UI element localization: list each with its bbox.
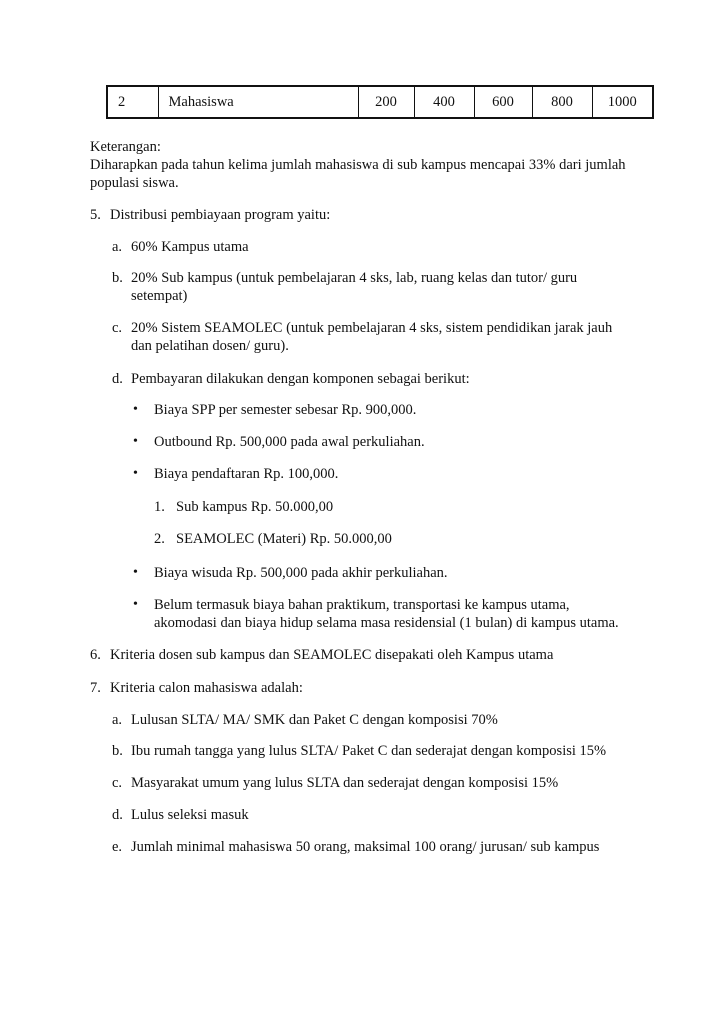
list-letter: c. xyxy=(112,320,123,336)
sub-list-text: SEAMOLEC (Materi) Rp. 50.000,00 xyxy=(176,531,392,547)
bullet-icon: • xyxy=(133,434,138,449)
note-heading: Keterangan: xyxy=(90,139,161,155)
bullet-text: Outbound Rp. 500,000 pada awal perkuliahan. xyxy=(154,434,425,450)
table-cell-no: 2 xyxy=(107,86,158,118)
list-item-text: Masyarakat umum yang lulus SLTA dan sederajat dengan komposisi 15% xyxy=(131,775,559,791)
list-number: 5. xyxy=(90,207,101,223)
bullet-text: Belum termasuk biaya bahan praktikum, transportasi ke kampus utama, xyxy=(154,597,570,613)
list-item-text: Lulus seleksi masuk xyxy=(131,807,249,823)
student-projection-table xyxy=(106,85,654,119)
list-letter: d. xyxy=(112,371,123,387)
list-item-text: dan pelatihan dosen/ guru). xyxy=(131,338,289,354)
sub-list-text: Sub kampus Rp. 50.000,00 xyxy=(176,499,334,515)
list-number: 6. xyxy=(90,647,101,663)
bullet-icon: • xyxy=(133,466,138,481)
list-item-text: Ibu rumah tangga yang lulus SLTA/ Paket C dan sederajat dengan komposisi 15% xyxy=(131,743,607,759)
table-cell-category: Mahasiswa xyxy=(158,86,358,118)
list-item-text: Pembayaran dilakukan dengan komponen sebagai berikut: xyxy=(131,371,470,387)
list-item-text: 20% Sub kampus (untuk pembelajaran 4 sks, lab, ruang kelas dan tutor/ guru xyxy=(131,270,578,286)
list-letter: e. xyxy=(112,839,123,855)
list-letter: b. xyxy=(112,743,123,759)
table-cell-year1: 200 xyxy=(358,86,414,118)
list-item-text: Jumlah minimal mahasiswa 50 orang, maksimal 100 orang/ jurusan/ sub kampus xyxy=(131,839,600,855)
list-letter: c. xyxy=(112,775,123,791)
table-cell-year2: 400 xyxy=(414,86,474,118)
list-item-text: Kriteria dosen sub kampus dan SEAMOLEC disepakati oleh Kampus utama xyxy=(110,647,554,663)
list-item-text: Distribusi pembiayaan program yaitu: xyxy=(110,207,331,223)
bullet-text: Biaya wisuda Rp. 500,000 pada akhir perkuliahan. xyxy=(154,565,448,581)
sub-list-number: 2. xyxy=(154,531,165,547)
bullet-icon: • xyxy=(133,565,138,580)
list-item-text: 60% Kampus utama xyxy=(131,239,249,255)
list-item-text: setempat) xyxy=(131,288,188,304)
bullet-icon: • xyxy=(133,597,138,612)
bullet-text: akomodasi dan biaya hidup selama masa residensial (1 bulan) di kampus utama. xyxy=(154,615,619,631)
list-letter: b. xyxy=(112,270,123,286)
list-number: 7. xyxy=(90,680,101,696)
table-cell-year4: 800 xyxy=(532,86,592,118)
list-item-text: 20% Sistem SEAMOLEC (untuk pembelajaran 4 sks, sistem pendidikan jarak jauh xyxy=(131,320,613,336)
bullet-text: Biaya SPP per semester sebesar Rp. 900,000. xyxy=(154,402,417,418)
list-letter: a. xyxy=(112,239,123,255)
note-line: Diharapkan pada tahun kelima jumlah mahasiswa di sub kampus mencapai 33% dari jumlah xyxy=(90,157,626,173)
bullet-icon: • xyxy=(133,402,138,417)
list-item-text: Lulusan SLTA/ MA/ SMK dan Paket C dengan komposisi 70% xyxy=(131,712,498,728)
list-letter: a. xyxy=(112,712,123,728)
list-item-text: Kriteria calon mahasiswa adalah: xyxy=(110,680,303,696)
table-row xyxy=(107,86,653,118)
note-line: populasi siswa. xyxy=(90,175,179,191)
table-cell-year5: 1000 xyxy=(592,86,653,118)
sub-list-number: 1. xyxy=(154,499,165,515)
table-cell-year3: 600 xyxy=(474,86,532,118)
bullet-text: Biaya pendaftaran Rp. 100,000. xyxy=(154,466,339,482)
list-letter: d. xyxy=(112,807,123,823)
